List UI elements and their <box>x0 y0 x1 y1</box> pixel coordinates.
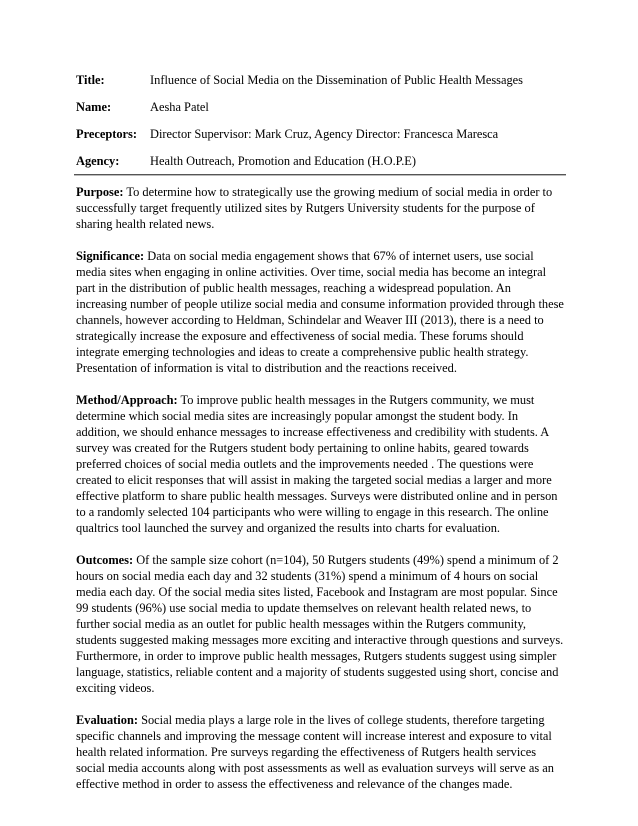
meta-row-preceptors <box>76 126 564 142</box>
header-divider <box>74 174 566 176</box>
meta-value-agency: Health Outreach, Promotion and Education (H.O.P.E) <box>150 154 416 168</box>
section-text-evaluation: Social media plays a large role in the lives of college students, therefore targeting specific channels and improving the message content will increase interest and exposure to vital health related information. Pre surveys regarding the effectiveness of Rutgers health services social media accounts along with post assessments as well as evaluation surveys will serve as an effective method in order to assess the effectiveness and relevance of the changes made. <box>76 713 554 791</box>
section-text-outcomes: Of the sample size cohort (n=104), 50 Rutgers students (49%) spend a minimum of 2 hours on social media each day and 32 students (31%) spend a minimum of 4 hours on social media each day. Of the social media sites listed, Facebook and Instagram are most popular. Since 99 students (96%) use social media to update themselves on relevant health related news, to further social media as an outlet for public health messages within the Rutgers community, students suggested making messages more exciting and interactive through questions and surveys. Furthermore, in order to improve public health messages, Rutgers students suggest using simpler language, statistics, reliable content and a majority of students suggested using short, concise and exciting videos. <box>76 553 564 695</box>
meta-row-title <box>76 72 564 88</box>
section-purpose <box>76 184 564 232</box>
section-significance <box>76 248 564 376</box>
meta-label-title: Title: <box>76 73 105 87</box>
section-label-outcomes: Outcomes: <box>76 553 134 567</box>
section-label-purpose: Purpose: <box>76 185 124 199</box>
section-method <box>76 392 564 536</box>
section-text-method: To improve public health messages in the Rutgers community, we must determine which social media sites are increasingly popular amongst the student body. In addition, we should enhance messages to increase effectiveness and credibility with students. A survey was created for the Rutgers student body pertaining to online habits, geared towards preferred choices of social media outlets and the improvements needed . The questions were created to elicit responses that will assist in making the targeted social medias a larger and more effective platform to share public health messages. Surveys were distributed online and in person to a randomly selected 104 participants who were willing to engage in this research. The online qualtrics tool launched the survey and organized the results into charts for evaluation. <box>76 393 558 535</box>
section-label-significance: Significance: <box>76 249 145 263</box>
meta-label-preceptors: Preceptors: <box>76 127 138 141</box>
section-outcomes <box>76 552 564 696</box>
meta-label-agency: Agency: <box>76 154 120 168</box>
section-text-purpose: To determine how to strategically use the growing medium of social media in order to successfully target frequently utilized sites by Rutgers University students for the purpose of sharing health related news. <box>76 185 553 231</box>
meta-label-name: Name: <box>76 100 112 114</box>
abstract-page <box>76 72 564 808</box>
meta-value-name: Aesha Patel <box>150 100 209 114</box>
section-label-evaluation: Evaluation: <box>76 713 138 727</box>
section-evaluation <box>76 712 564 792</box>
section-label-method: Method/Approach: <box>76 393 178 407</box>
meta-row-agency <box>76 153 564 169</box>
section-text-significance: Data on social media engagement shows that 67% of internet users, use social media sites when engaging in online activities. Over time, social media has become an integral part in the distribution of public health messages, reaching a widespread population. An increasing number of people utilize social media and consume information provided through these channels, however according to Heldman, Schindelar and Weaver III (2013), there is a need to strategically increase the exposure and effectiveness of social media. These forums should integrate emerging technologies and ideas to create a comprehensive public health strategy. Presentation of information is vital to distribution and the reactions received. <box>76 249 564 375</box>
meta-value-preceptors: Director Supervisor: Mark Cruz, Agency Director: Francesca Maresca <box>150 127 499 141</box>
meta-row-name <box>76 99 564 115</box>
meta-value-title: Influence of Social Media on the Dissemination of Public Health Messages <box>150 73 524 87</box>
